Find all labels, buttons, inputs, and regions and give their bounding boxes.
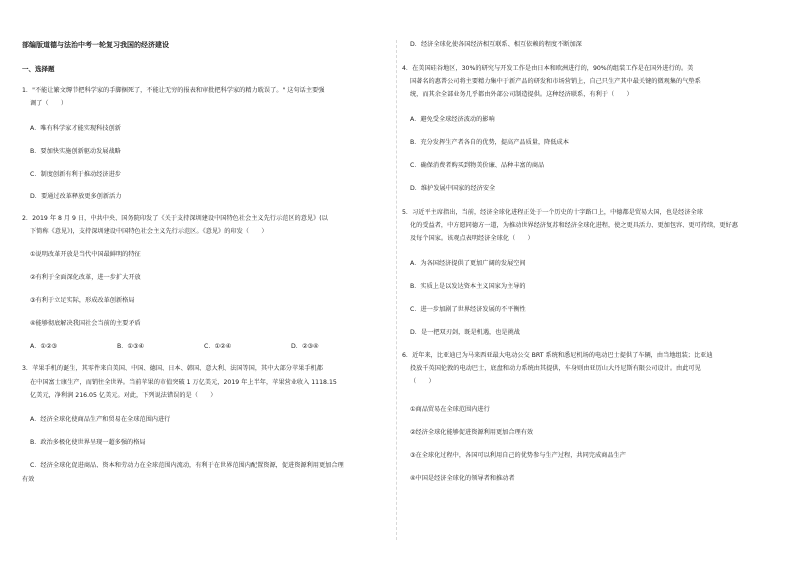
question-5-option-d: D．是一把双刃剑，既是机遇，也是挑战 (410, 329, 520, 336)
question-6-statement-1: ①商品贸易在全球范围内进行 (410, 406, 490, 413)
section-heading: 一、选择题 (22, 65, 55, 73)
question-3-option-d: D．经济全球化使各国经济相互联系、相互依赖的程度不断加深 (410, 41, 582, 48)
question-2-option-a: A．①②③ (30, 343, 58, 350)
question-2-statement-4: ④能够彻底解决我国社会当前的主要矛盾 (30, 320, 141, 327)
question-2-statement-1: ①说明改革开放是当代中国最鲜明的特征 (30, 251, 141, 258)
question-5-stem-line1: 5．习近平主席指出，当前，经济全球化进程正处于一个历史的十字路口上，中德都是贸易大国，也是经济全球 (402, 209, 703, 216)
question-3-option-c: C．经济全球化促进商品、资本和劳动力在全球范围内流动，有利于在世界范围内配置资源，促进资源利用更加合理 (30, 462, 344, 469)
question-2-option-b: B．①③④ (117, 343, 145, 350)
question-6-stem-line3: （ ） (410, 378, 435, 385)
question-1-option-c: C．制度创新有利于推动经济进步 (30, 171, 121, 178)
question-5-stem-line3: 及每个国家。该观点表明经济全球化（ ） (410, 235, 534, 242)
question-2-option-d: D．②③④ (291, 343, 319, 350)
question-6-statement-4: ④中国是经济全球化的领导者和推动者 (410, 475, 515, 482)
question-2-statement-3: ③有利于立足实际，形成改革创新格局 (30, 297, 135, 304)
question-6-statement-3: ③在全球化过程中，各国可以利用自己的优势参与生产过程，共同完成商品生产 (410, 452, 626, 459)
question-5-option-a: A．为各国经济提供了更加广阔的发展空间 (410, 260, 526, 267)
question-6-stem-line2: 投放千英国伦敦的电动巴士，底盘和动力系统由其提供，车身则由亚历山大丹尼斯有限公司设计。由此可见 (410, 365, 701, 372)
question-4-option-c: C．确保消费者购买到物美价廉、品种丰富的商品 (410, 162, 545, 169)
question-6-statement-2: ②经济全球化能够促进资源利用更加合理有效 (410, 429, 534, 436)
question-5-stem-line2: 化的受益者，中方愿同德方一道，为推动世界经济复苏和经济全球化进程，使之更具活力、更加包容、更可持续，更好惠 (410, 222, 738, 229)
question-1-option-b: B．要加快实施创新驱动发展战略 (30, 148, 121, 155)
question-1-option-a: A．唯有科学家才能实现科技创新 (30, 125, 121, 132)
question-3-option-c-cont: 有效 (22, 476, 35, 483)
question-2-stem-line2: 下简称《意见》)，支持深圳建设中国特色社会主义先行示范区。《意见》的印发（ ） (30, 228, 268, 235)
question-4-stem-line2: 国著名的惠普公司将主要精力集中于新产品的研发和市场营销上，自己只生产其中最关键的微观集的气垫系 (410, 78, 701, 85)
question-5-option-b: B．实质上是以发达资本主义国家为主导的 (410, 283, 526, 290)
question-4-option-a: A．避免受全球经济波动的影响 (410, 116, 495, 123)
question-5-option-c: C．进一步加剧了世界经济发展的不平衡性 (410, 306, 526, 313)
question-2-option-c: C．①②④ (204, 343, 232, 350)
column-divider (396, 40, 397, 540)
question-6-stem-line1: 6．近年来，比亚迪已为马来西亚最大电动公交 BRT 系统和悉尼机场的电动巴士提供了车辆，由当地组装；比亚迪 (402, 352, 713, 359)
question-4-stem-line1: 4．在美国硅谷地区，30%的研究与开发工作是由日本和欧洲进行的，90%的组装工作是在国外进行的。美 (402, 65, 694, 72)
question-1-stem-line1: 1．"不能让繁文缛节把科学家的手脚捆死了，不能让无穷的报表和审批把科学家的精力耽误了。" 这句话主要强 (22, 87, 325, 94)
question-4-option-d: D．维护发展中国家的经济安全 (410, 185, 496, 192)
question-2-stem-line1: 2．2019 年 8 月 9 日，中共中央、国务院印发了《关于支持深圳建设中国特色社会主义先行示范区的意见》(以 (22, 215, 328, 222)
question-3-stem-line3: 亿美元，净利润 216.05 亿美元。对此，下列说法错误的是（ ） (30, 392, 217, 399)
question-3-stem-line2: 在中国富士康生产，而销往全世界。当前苹果的市值突破 1 万亿美元，2019 年上半年，苹果营业收入 1118.15 (30, 379, 337, 386)
question-3-option-a: A．经济全球化使商品生产和贸易在全球范围内进行 (30, 416, 171, 423)
question-3-option-b: B．政治多极化使世界呈现一超多强的格局 (30, 439, 146, 446)
question-1-option-d: D．要通过改革释放更多创新活力 (30, 193, 122, 200)
question-4-option-b: B．充分发挥生产者各自的优势，提高产品质量，降低成本 (410, 139, 569, 146)
question-3-stem-line1: 3．苹果手机的诞生，其零件来自美国、中国、德国、日本、韩国、意大利、法国等国，其中大部分苹果手机都 (22, 365, 323, 372)
document-title: 部编版道德与法治中考一轮复习我国的经济建设 (22, 41, 169, 49)
question-4-stem-line3: 统，而其余全部业务几乎都由外部公司制造提供。这种经济联系，有利于（ ） (410, 91, 633, 98)
question-2-statement-2: ②有利于全面深化改革，进一步扩大开放 (30, 274, 141, 281)
question-1-stem-line2: 调了（ ） (30, 100, 68, 107)
